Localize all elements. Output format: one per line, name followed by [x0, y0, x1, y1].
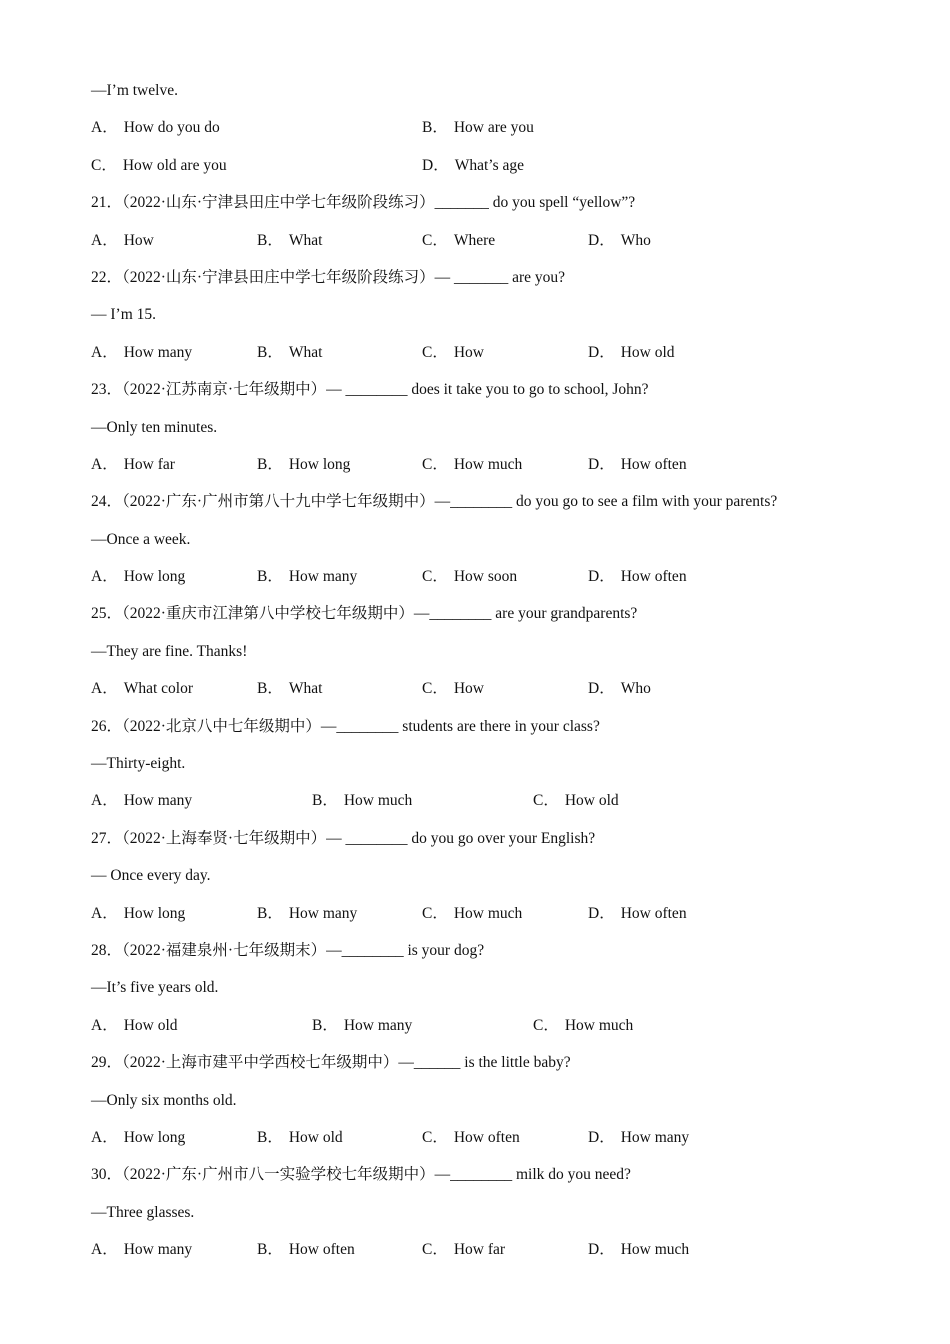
option-text: How old	[564, 792, 619, 810]
option-a[interactable]: A． How do you do	[91, 119, 220, 137]
option-b[interactable]	[312, 789, 412, 813]
option-text: Who	[620, 231, 651, 249]
option-text: Who	[620, 680, 651, 698]
option-text: How much	[620, 1241, 690, 1259]
option-c[interactable]	[422, 1238, 505, 1262]
option-b[interactable]	[257, 453, 350, 477]
option-text: How many	[123, 792, 193, 810]
option-d[interactable]	[588, 453, 687, 477]
option-letter: C．	[422, 1128, 448, 1146]
options-row	[91, 229, 871, 266]
option-d[interactable]	[588, 1126, 689, 1150]
option-letter: B．	[257, 680, 283, 698]
option-b[interactable]: B． How are you	[422, 119, 534, 137]
answer-line: — I’m 15.	[91, 306, 157, 324]
option-letter: B．	[312, 1016, 338, 1034]
option-letter: A．	[91, 455, 118, 473]
option-text: How many	[288, 904, 358, 922]
option-text: How many	[123, 343, 193, 361]
worksheet-page	[91, 79, 871, 1276]
option-a[interactable]	[91, 902, 185, 926]
option-text: How many	[343, 1016, 413, 1034]
option-text: How many	[123, 1241, 193, 1259]
option-text: How far	[453, 1241, 506, 1259]
option-letter: A．	[91, 680, 118, 698]
option-text: How old	[288, 1128, 343, 1146]
question-stem: 30．（2022·广东·广州市八一实验学校七年级期中）—________ milk do you need?	[91, 1166, 631, 1184]
options-row	[91, 341, 871, 378]
answer-line: — Once every day.	[91, 867, 211, 885]
option-a[interactable]	[91, 1238, 192, 1262]
answer-line: —Thirty-eight.	[91, 755, 186, 773]
option-text: How long	[123, 568, 186, 586]
option-letter: D．	[588, 343, 615, 361]
option-letter: B．	[312, 792, 338, 810]
answer-line: —Only ten minutes.	[91, 418, 218, 436]
option-text: How	[453, 343, 484, 361]
option-c[interactable]	[422, 1126, 520, 1150]
option-letter: A．	[91, 568, 118, 586]
option-d[interactable]	[588, 229, 651, 253]
option-letter: B．	[257, 904, 283, 922]
option-text: What	[288, 343, 323, 361]
option-letter: D．	[588, 455, 615, 473]
question-stem: 23．（2022·江苏南京·七年级期中）— ________ does it take you to go to school, John?	[91, 381, 649, 399]
option-text: How old	[620, 343, 675, 361]
option-a[interactable]	[91, 1014, 178, 1038]
option-text: How long	[123, 1128, 186, 1146]
option-text: What	[288, 231, 323, 249]
options-row	[91, 453, 871, 490]
option-a[interactable]	[91, 677, 193, 701]
option-a[interactable]	[91, 341, 192, 365]
option-c[interactable]	[533, 1014, 633, 1038]
option-c[interactable]	[422, 677, 484, 701]
option-text: How long	[288, 455, 351, 473]
option-a[interactable]	[91, 453, 175, 477]
option-letter: C．	[422, 680, 448, 698]
option-text: How soon	[453, 568, 518, 586]
option-letter: B．	[257, 455, 283, 473]
option-letter: D．	[588, 231, 615, 249]
option-c[interactable]	[422, 565, 517, 589]
option-d[interactable]	[588, 341, 675, 365]
option-c[interactable]	[422, 902, 522, 926]
option-text: How many	[620, 1128, 690, 1146]
option-text: How often	[288, 1241, 355, 1259]
options-row	[91, 902, 871, 939]
question-stem: 25．（2022·重庆市江津第八中学校七年级期中）—________ are your grandparents?	[91, 605, 638, 623]
option-c[interactable]	[422, 453, 522, 477]
question-list	[91, 191, 871, 1275]
answer-line: —I’m twelve.	[91, 82, 178, 99]
options-row-2	[91, 154, 871, 191]
option-letter: A．	[91, 1241, 118, 1259]
option-a[interactable]	[91, 1126, 185, 1150]
option-text: What	[288, 680, 323, 698]
option-text: How	[123, 231, 154, 249]
options-row	[91, 1238, 871, 1275]
option-letter: B．	[257, 568, 283, 586]
answer-line: —Three glasses.	[91, 1203, 195, 1221]
question-stem: 28．（2022·福建泉州·七年级期末）—________ is your dog?	[91, 941, 485, 959]
option-text: How far	[123, 455, 175, 473]
option-letter: D．	[588, 568, 615, 586]
question-stem: 21．（2022·山东·宁津县田庄中学七年级阶段练习）_______ do you spell “yellow”?	[91, 194, 636, 212]
option-c[interactable]	[422, 341, 484, 365]
option-letter: C．	[422, 455, 448, 473]
option-letter: B．	[257, 1128, 283, 1146]
option-c[interactable]	[422, 229, 495, 253]
option-letter: B．	[257, 1241, 283, 1259]
option-text: How long	[123, 904, 186, 922]
option-b[interactable]	[257, 902, 357, 926]
option-letter: C．	[422, 231, 448, 249]
option-letter: A．	[91, 1128, 118, 1146]
option-a[interactable]	[91, 229, 154, 253]
option-d[interactable]: D． What’s age	[422, 156, 524, 174]
answer-line: —Only six months old.	[91, 1091, 237, 1109]
option-letter: A．	[91, 792, 118, 810]
options-row	[91, 565, 871, 602]
options-row	[91, 789, 871, 826]
option-text: How much	[564, 1016, 634, 1034]
option-c[interactable]: C． How old are you	[91, 156, 227, 174]
option-b[interactable]	[257, 1126, 343, 1150]
option-d[interactable]	[588, 1238, 689, 1262]
option-letter: C．	[533, 1016, 559, 1034]
option-letter: A．	[91, 343, 118, 361]
option-text: How often	[620, 568, 687, 586]
option-text: How many	[288, 568, 358, 586]
option-letter: C．	[422, 568, 448, 586]
option-letter: B．	[257, 231, 283, 249]
option-c[interactable]	[533, 789, 619, 813]
option-text: How much	[343, 792, 413, 810]
option-letter: D．	[588, 1241, 615, 1259]
option-letter: A．	[91, 904, 118, 922]
option-text: How often	[620, 455, 687, 473]
option-b[interactable]	[257, 565, 357, 589]
option-b[interactable]	[257, 341, 322, 365]
option-letter: D．	[588, 1128, 615, 1146]
options-row	[91, 677, 871, 714]
option-letter: C．	[533, 792, 559, 810]
option-text: How	[453, 680, 484, 698]
question-stem: 26．（2022·北京八中七年级期中）—________ students are there in your class?	[91, 717, 600, 735]
answer-line: —It’s five years old.	[91, 979, 219, 997]
options-row	[91, 1126, 871, 1163]
option-letter: D．	[588, 904, 615, 922]
option-text: How often	[620, 904, 687, 922]
answer-line: —They are fine. Thanks!	[91, 642, 248, 660]
option-a[interactable]	[91, 789, 192, 813]
option-text: What color	[123, 680, 193, 698]
option-d[interactable]	[588, 677, 651, 701]
option-letter: C．	[422, 343, 448, 361]
option-b[interactable]	[257, 229, 322, 253]
option-letter: B．	[257, 343, 283, 361]
option-text: Where	[453, 231, 496, 249]
option-d[interactable]	[588, 565, 687, 589]
options-row-1	[91, 116, 871, 153]
option-text: How much	[453, 904, 523, 922]
option-letter: A．	[91, 1016, 118, 1034]
option-a[interactable]	[91, 565, 185, 589]
option-b[interactable]	[312, 1014, 412, 1038]
question-stem: 22．（2022·山东·宁津县田庄中学七年级阶段练习）— _______ are you?	[91, 268, 566, 286]
option-b[interactable]	[257, 677, 322, 701]
option-letter: C．	[422, 904, 448, 922]
option-text: How much	[453, 455, 523, 473]
options-row	[91, 1014, 871, 1051]
option-letter: C．	[422, 1241, 448, 1259]
option-letter: D．	[588, 680, 615, 698]
question-stem: 29．（2022·上海市建平中学西校七年级期中）—______ is the little baby?	[91, 1054, 571, 1072]
option-text: How often	[453, 1128, 520, 1146]
question-stem: 27．（2022·上海奉贤·七年级期中）— ________ do you go over your English?	[91, 829, 596, 847]
option-d[interactable]	[588, 902, 687, 926]
option-letter: A．	[91, 231, 118, 249]
option-text: How old	[123, 1016, 178, 1034]
option-b[interactable]	[257, 1238, 355, 1262]
question-stem: 24．（2022·广东·广州市第八十九中学七年级期中）—________ do you go to see a film with your parents?	[91, 493, 778, 511]
answer-line: —Once a week.	[91, 530, 191, 548]
